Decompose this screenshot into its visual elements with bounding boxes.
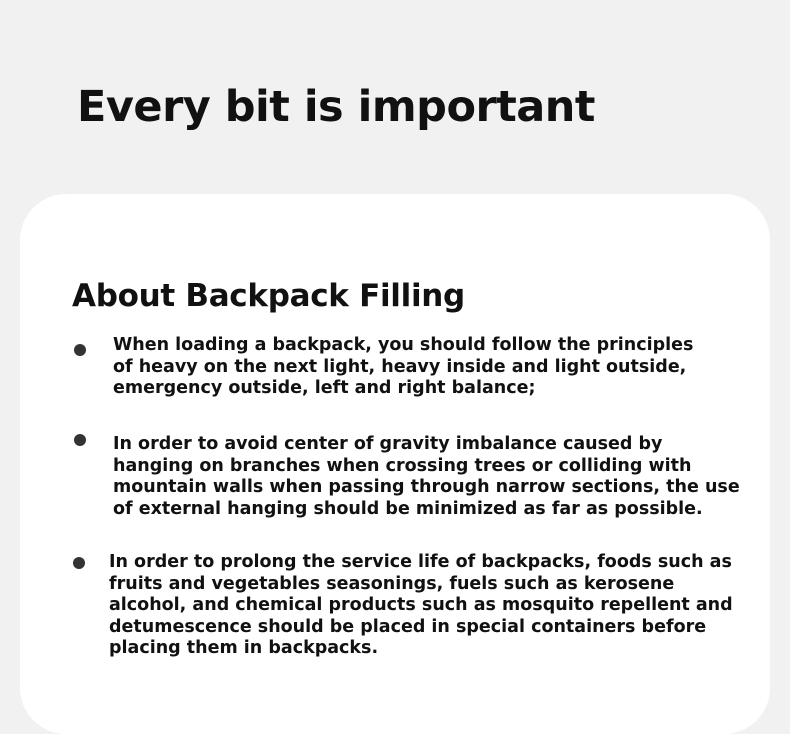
bullet-icon — [74, 344, 86, 356]
content-card — [20, 194, 770, 734]
list-item-text: When loading a backpack, you should follow the principles of heavy on the next light, heavy inside and light outside, emergency outside, left and right balance; — [113, 335, 694, 399]
bullet-icon — [73, 557, 85, 569]
section-title: About Backpack Filling — [72, 278, 465, 314]
bullet-icon — [74, 434, 86, 446]
list-item-text: In order to avoid center of gravity imbalance caused by hanging on branches when crossing trees or colliding with mountain walls when passing through narrow sections, the use of external hanging should be minimized as far as possible. — [113, 434, 740, 519]
list-item-text: In order to prolong the service life of backpacks, foods such as fruits and vegetables seasonings, fuels such as kerosene alcohol, and chemical products such as mosquito repellent and detumescence should be placed in special containers before placing them in backpacks. — [109, 552, 733, 659]
page-headline: Every bit is important — [77, 82, 595, 132]
